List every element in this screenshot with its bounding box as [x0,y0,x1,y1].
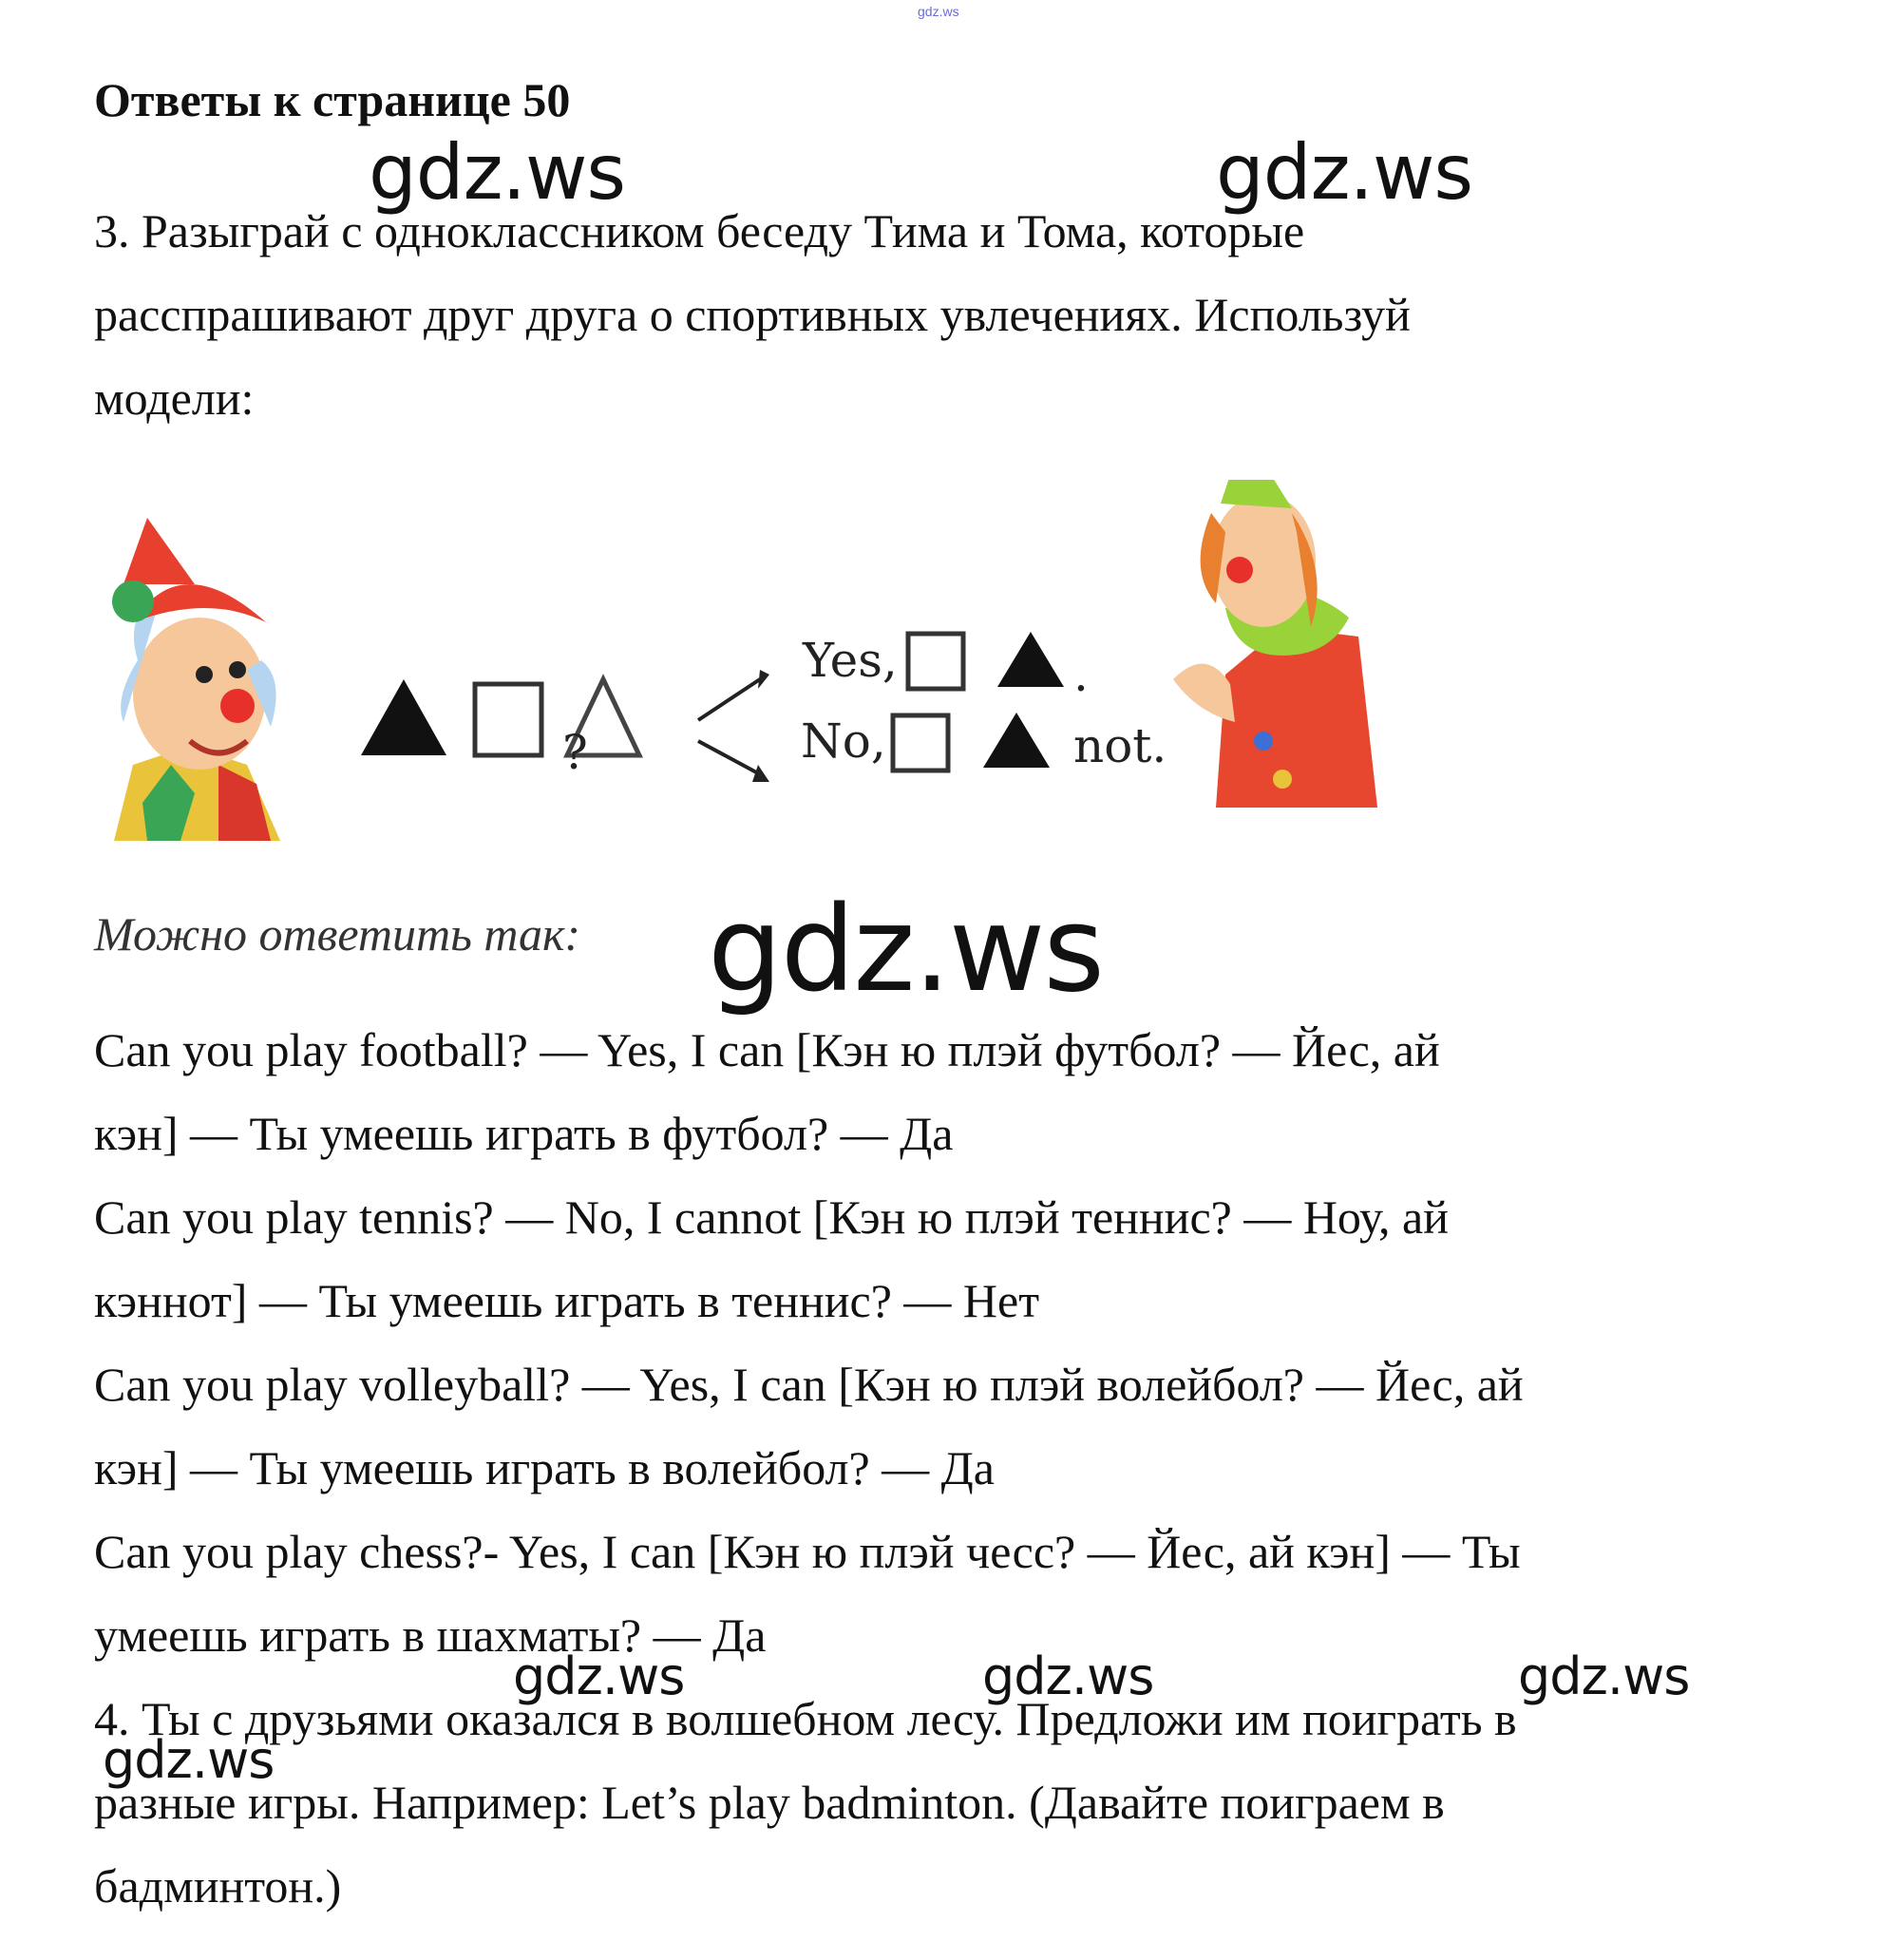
not-word: not. [1073,718,1167,773]
watermark: gdz.ws [1216,128,1473,217]
square-shape [475,684,541,755]
model-illustration [104,480,1700,850]
answer-line-2: кэн] — Ты умеешь играть в футбол? — Да [94,1107,954,1160]
task3-line-2: расспрашивают друг друга о спортивных увлечениях. Используй [94,288,1411,341]
watermark: gdz.ws [369,128,626,217]
answer-line-5: Can you play volleyball? — Yes, I can [Кэн ю плэй волейбол? — Йес, ай [94,1358,1524,1411]
filled-triangle-shape [361,679,446,755]
right-clown-illustration [1173,480,1377,808]
answer-line-1: Can you play football? — Yes, I can [Кэн ю плэй футбол? — Йес, ай [94,1023,1440,1076]
answer-line-8: умеешь играть в шахматы? — Да [94,1608,767,1662]
watermark: gdz.ws [708,882,1103,1018]
answer-line-7: Can you play chess?- Yes, I can [Кэн ю плэй чесс? — Йес, ай кэн] — Ты [94,1525,1521,1578]
watermark: gdz.ws [513,1646,685,1706]
watermark: gdz.ws [982,1646,1154,1706]
task3-line-3: модели: [94,371,255,425]
no-word: No, [801,714,886,769]
task4-line-1: 4. Ты с друзьями оказался в волшебном лесу. Предложи им поиграть в [94,1692,1517,1745]
no-square-shape [893,715,948,771]
yes-word: Yes, [803,633,898,688]
model-diagram [104,480,1700,850]
question-mark: ? [562,725,588,780]
page-title: Ответы к странице 50 [94,73,571,126]
watermark: gdz.ws [1518,1646,1690,1706]
yes-filled-triangle-shape [997,632,1064,687]
task4-line-3: бадминтон.) [94,1859,342,1912]
left-clown-illustration [112,518,280,841]
yes-dot: . [1073,647,1089,702]
watermark: gdz.ws [103,1730,275,1790]
task4-line-2: разные игры. Например: Let’s play badminton. (Давайте поиграем в [94,1776,1445,1829]
answer-intro: Можно ответить так: [94,907,581,961]
answer-line-4: кэннот] — Ты умеешь играть в теннис? — Нет [94,1274,1040,1327]
no-filled-triangle-shape [983,713,1050,768]
task3-line-1: 3. Разыграй с одноклассником беседу Тима и Тома, которые [94,204,1305,257]
answer-line-6: кэн] — Ты умеешь играть в волейбол? — Да [94,1441,995,1494]
answer-line-3: Can you play tennis? — No, I cannot [Кэн ю плэй теннис? — Ноу, ай [94,1190,1449,1244]
header-watermark: gdz.ws [918,4,959,19]
yes-square-shape [908,634,963,689]
